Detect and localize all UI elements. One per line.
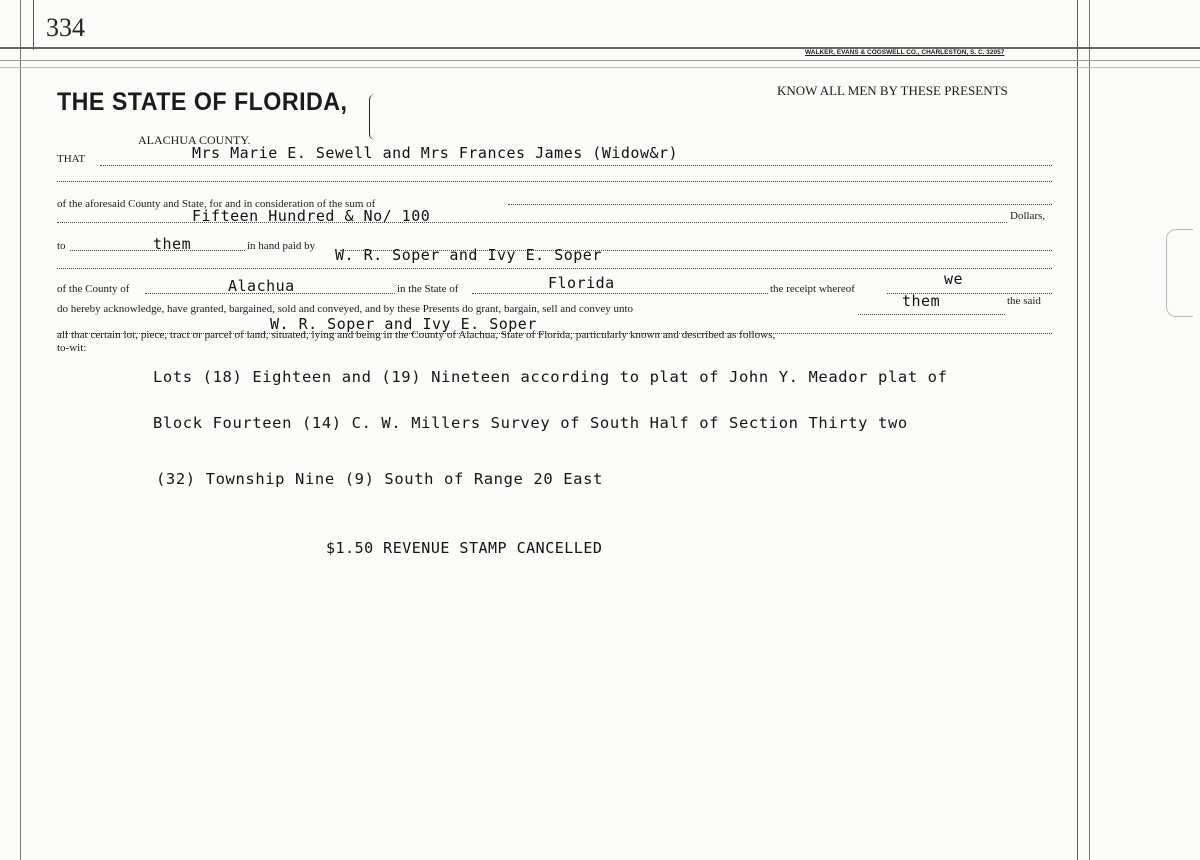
know-all-heading: KNOW ALL MEN BY THESE PRESENTS <box>777 83 1008 98</box>
unto-value: them <box>902 292 941 310</box>
description-line: Lots (18) Eighteen and (19) Nineteen according to plat of John Y. Meador plat of <box>153 368 948 386</box>
state-value: Florida <box>548 274 615 292</box>
in-state-label: in the State of <box>397 283 459 295</box>
all-that-line-2: to-wit: <box>57 342 87 354</box>
dollars-label: Dollars, <box>1010 210 1046 222</box>
acknowledge-text: do hereby acknowledge, have granted, bargained, sold and conveyed, and by these Presents do grant, bargain, sell and convey unto <box>57 303 634 315</box>
margin-line-left <box>20 0 21 860</box>
margin-line-right <box>1077 0 1078 860</box>
blank-line-1 <box>57 181 1052 182</box>
in-hand-paid-label: in hand paid by <box>247 240 316 252</box>
margin-line-right-outer <box>1089 0 1090 860</box>
blank-line-2 <box>57 268 1052 269</box>
the-said-label: the said <box>1007 295 1041 307</box>
page-number: 334 <box>46 13 85 42</box>
to-value: them <box>153 235 192 253</box>
that-label: THAT <box>57 153 86 165</box>
of-county-label: of the County of <box>57 283 130 295</box>
receipt-value: we <box>944 270 964 288</box>
grantees-value: W. R. Soper and Ivy E. Soper <box>270 315 537 333</box>
county-value: Alachua <box>228 277 295 295</box>
page-tab <box>1166 229 1193 317</box>
description-line: Block Fourteen (14) C. W. Millers Survey of South Half of Section Thirty two <box>153 414 908 432</box>
grantor-line <box>100 165 1052 166</box>
receipt-label: the receipt whereof <box>770 283 855 295</box>
all-that-line-1: all that certain lot, piece, tract or parcel of land, situated, lying and being in the County of Alachua, State of Florida, particularly known and described as follows, <box>57 329 776 341</box>
description-line: (32) Township Nine (9) South of Range 20 East <box>156 470 603 488</box>
aforesaid-label: of the aforesaid County and State, for and in consideration of the sum of <box>57 198 376 210</box>
paid-by-value: W. R. Soper and Ivy E. Soper <box>335 246 602 264</box>
unto-line <box>858 314 1005 315</box>
title-brace <box>369 94 376 140</box>
to-label: to <box>57 240 66 252</box>
header-divider <box>33 0 34 50</box>
deed-title: THE STATE OF FLORIDA, <box>57 88 348 116</box>
printer-imprint: WALKER, EVANS & COGSWELL CO., CHARLESTON, S. C. 32057 <box>805 49 1005 56</box>
sum-value: Fifteen Hundred & No/ 100 <box>192 207 431 225</box>
revenue-stamp-note: $1.50 REVENUE STAMP CANCELLED <box>326 539 603 557</box>
sum-line <box>57 222 1007 223</box>
header-rule <box>0 47 1200 49</box>
grantors-value: Mrs Marie E. Sewell and Mrs Frances James (Widow&r) <box>192 144 679 162</box>
county-label: ALACHUA COUNTY. <box>138 133 251 147</box>
header-rule-2 <box>0 60 1200 61</box>
aforesaid-line <box>508 204 1052 205</box>
header-rule-3 <box>0 67 1200 68</box>
state-line <box>472 293 768 294</box>
